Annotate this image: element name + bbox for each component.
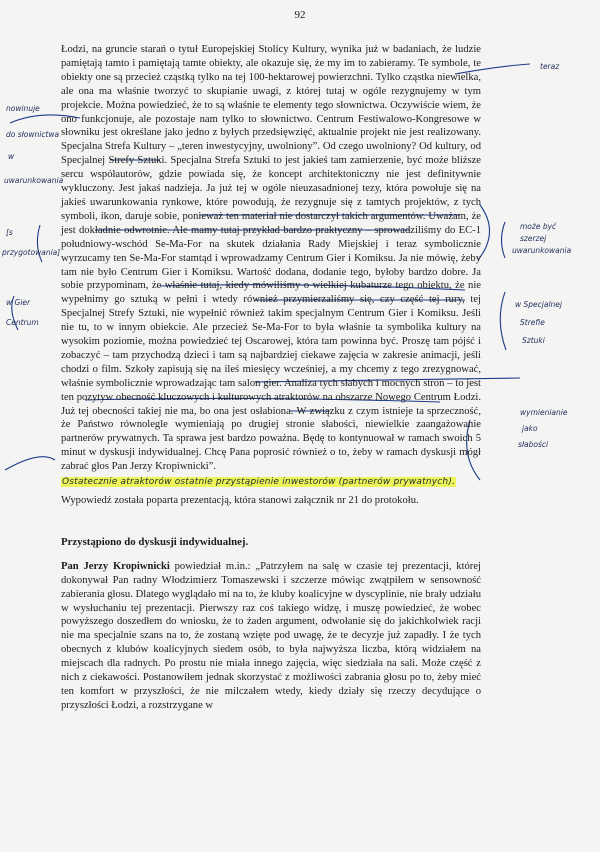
speaker-name: Pan Jerzy Kropiwnicki	[61, 560, 170, 572]
margin-note: uwarunkowania	[512, 246, 572, 255]
margin-note: w Gier	[6, 298, 31, 307]
page-number: 92	[294, 9, 306, 21]
margin-note: Strefie	[520, 318, 545, 327]
document-body	[61, 43, 481, 713]
margin-note: [s	[6, 228, 13, 237]
handwritten-annotation: Ostatecznie atraktorów ostatnie przystąpienie inwestorów (partnerów prywatnych).	[62, 477, 456, 488]
margin-note: jako	[522, 424, 538, 433]
speaker-paragraph	[61, 560, 481, 713]
margin-note: w	[8, 152, 15, 161]
margin-note: wymienianie	[520, 408, 568, 417]
margin-note: Centrum	[6, 318, 39, 327]
margin-note: może być	[520, 222, 557, 231]
speaker-text: powiedział m.in.: „Patrzyłem na salę w czasie tej prezentacji, której dokonywał Pan radny Włodzimierz Tomaszewski i szczerze mówiąc zwątpiłem w sensowność zabierania głosu. Dlatego wyglądało mi na to, że kluby koalicyjne w dyscyplinie, nie brały udziału w wysłuchaniu tej prezentacji. Pierwszy raz coś takiego widzę, i muszę powiedzieć, że wobec powyższego doszedłem do wniosku, że to żaden argument, odwołanie się do jakichkolwiek racji nie ma specjalnie szans na to, że zostaną wzięte pod uwagę, że te decyzje już zapadły. I że tych obecnych z klubów koalicyjnych siedem osób, to była najwyższa liczba, którą widziałem na miejscach dla radnych. Po prostu nie miała innego zajęcia, więc siedziała na sali. Może część z nich z ciekawości. Postanowiłem jednak skorzystać z możliwości zabrania głosu po to, żeby mieć ten komfort w przyszłości, że nie milczałem wtedy, kiedy działy się rzeczy decydujące o przyszłości Łodzi, a rozstrzygane w	[61, 560, 481, 711]
attachment-note: Wypowiedź została poparta prezentacją, która stanowi załącznik nr 21 do protokołu.	[61, 495, 419, 506]
margin-note: uwarunkowania	[4, 176, 64, 185]
pen-bracket	[502, 222, 506, 258]
margin-note: teraz	[540, 62, 560, 71]
margin-note: do słownictwa	[6, 130, 60, 139]
margin-note: szerzej	[520, 234, 547, 243]
pen-underline	[5, 457, 55, 470]
section-heading: Przystąpiono do dyskusji indywidualnej.	[61, 535, 249, 548]
margin-note: słabości	[518, 440, 549, 449]
speech-paragraph: Łodzi, na gruncie starań o tytuł Europejskiej Stolicy Kultury, wynika już w badaniach, że ludzie pamiętają tamto i pamiętają tamte obiekty, ale okazuje się, że my im to zabieramy. Te symbole, te obiekty one są przecież cząstką tylko na tej 100-hektarowej powierzchni. Tylko cząstka niewielka, ale ona ma właśnie tworzyć to skupianie uwagi, z której tutaj w ogóle rezygnujemy w tym projekcie. Można powiedzieć, że to są właśnie te elementy tego słownictwa. Oczywiście wiem, że ono funkcjonuje, ale pozostaje nam tylko to słownictwo. Centrum Festiwalowo-Kongresowe w słowniku jest określane jako jedno z byłych przedsięwzięć, aktualnie projekt nie jest realizowany. Specjalna Strefa Kultury – „teren inwestycyjny, uwolniony”. Od czego uwolniony? Od kultury, od Specjalnej Strefy Sztuki. Specjalna Strefa Sztuki to jest jakieś tam zamierzenie, być może bliższe sercu współautorów, gdzie powiada się, że koncept architektoniczny nie jest definitywnie wykluczony. Jest jakaś nadzieja. Ja już tej w ogóle nieuzasadnionej tezy, która powołuje się na jakieś uwarunkowania rynkowe, które powodują, że rezygnuje się z tamtych projektów, z tych symboli, ikon, daruje sobie, ponieważ ten materiał nie dostarczył takich argumentów. Uważam, że jest dokładnie odwrotnie. Ale mamy tutaj przykład bardzo praktyczny – sprowadziliśmy do EC-1 południowy-wschód Se-Ma-For na skutek działania Rady Miejskiej i teraz symbolicznie wyrzucamy ten Se-Ma-For stamtąd i wprowadzamy Centrum Gier i Komiksu. Ja nie mówię, żeby tam nie było Centrum Gier i Komiksu. Wartość dodana, dodanie tego, byłoby bardzo dobre. Ja sobie przypominam, że właśnie tutaj, kiedy mówiliśmy o wielkiej kubaturze tego obiektu, że nie wypełnimy go sztuką w pełni i wtedy również przymierzaliśmy się, czy część tej rury, tej Specjalnej Strefy Sztuki, nie wypełnić również takim specjalnym Centrum Gier i Komiksu. Jeśli nie tu, to w innym obiekcie. Ale przecież Se-Ma-For to była właśnie ta symbolika kultury na wysokim poziomie, można powiedzieć tej Oscarowej, która tam powinna być. Proszę tam pójść i zobaczyć – tam przychodzą dzieci i tam są najbardziej ciekawe zajęcia w zakresie animacji, jeśli chodzi o film. Szkoły zapisują się na ileś miesięcy wcześniej, a my chcemy z tego zrezygnować, właśnie symbolicznie wprowadzając tam salon gier. Analiza tych słabych i mocnych stron – to jest ten pozytyw obecność kluczowych i kulturowych atraktorów na obszarze Nowego Centrum Łodzi. Już tej obecności takiej nie ma, bo ona jest osłabiona. W związku z czym istnieje ta sprzeczność, że Państwo równolegle wymieniają po drugiej stronie słabości, niewielkie zaangażowanie partnerów prywatnych. Ta sprawa jest bardzo poważna. Będę to kontynuował w ramach swoich 5 minut w dyskusji indywidualnej. Chcę Pana poprosić również o to, żeby w ramach dyskusji mógł zabrać głos Pan Jerzy Kropiwnicki”.	[61, 44, 481, 473]
pen-bracket	[500, 292, 506, 350]
margin-note: w Specjalnej	[515, 300, 562, 309]
margin-note: Sztuki	[522, 336, 545, 345]
margin-note: nowinuje	[6, 104, 40, 113]
margin-note: przygotowania]	[2, 248, 61, 257]
